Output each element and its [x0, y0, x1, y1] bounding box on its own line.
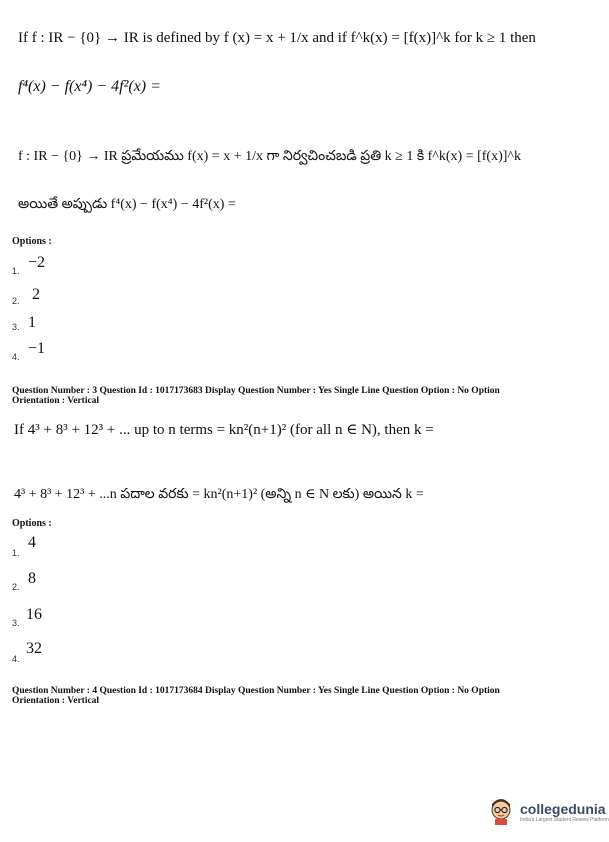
student-avatar-icon — [488, 798, 514, 826]
q2-option-2-value[interactable]: 2 — [32, 286, 40, 303]
q3-meta-orientation: Orientation : Vertical — [12, 396, 100, 406]
q2-option-4-value[interactable]: −1 — [28, 340, 46, 357]
q3-english-text: If 4³ + 8³ + 12³ + ... up to n terms = kn²(n+1)² (for all n ∈ N), then k = — [14, 422, 434, 438]
q3-option-3-value[interactable]: 16 — [26, 606, 42, 623]
q4-meta-line: Question Number : 4 Question Id : 1017173684 Display Question Number : Yes Single Line Question Option : No Option — [12, 686, 500, 696]
q3-option-3-number: 3. — [12, 618, 20, 628]
q3-option-4-number: 4. — [12, 654, 20, 664]
q3-options-label: Options : — [12, 518, 52, 529]
q3-meta-line: Question Number : 3 Question Id : 1017173683 Display Question Number : Yes Single Line Question Option : No Option — [12, 386, 500, 396]
q4-meta-orientation: Orientation : Vertical — [12, 696, 100, 706]
q2-option-4-number: 4. — [12, 352, 20, 362]
q2-option-1-number: 1. — [12, 266, 20, 276]
q2-options-label: Options : — [12, 236, 52, 247]
q3-option-2-number: 2. — [12, 582, 20, 592]
q2-option-3-value[interactable]: 1 — [28, 314, 36, 331]
q2-option-1-value[interactable]: −2 — [28, 254, 46, 271]
q2-telugu-expression: అయితే అప్పుడు f⁴(x) − f(x⁴) − 4f²(x) = — [18, 197, 236, 212]
q3-option-1-value[interactable]: 4 — [28, 534, 36, 551]
q3-telugu-text: 4³ + 8³ + 12³ + ...n పదాల వరకు = kn²(n+1)² (అన్ని n ∈ N లకు) అయిన k = — [14, 487, 424, 502]
q2-english-expression: f⁴(x) − f(x⁴) − 4f²(x) = — [18, 78, 161, 95]
q3-option-2-value[interactable]: 8 — [28, 570, 36, 587]
q2-telugu-text: f : IR − {0} → IR ప్రమేయము f(x) = x + 1/x గా నిర్వచించబడి ప్రతి k ≥ 1 కి f^k(x) = [f(x)]^k — [18, 149, 521, 164]
brand-name: collegedunia — [520, 801, 606, 817]
q2-english-text: If f : IR − {0} → IR is defined by f (x) = x + 1/x and if f^k(x) = [f(x)]^k for k ≥ 1 then — [18, 30, 536, 46]
q3-option-4-value[interactable]: 32 — [26, 640, 42, 657]
q2-option-3-number: 3. — [12, 322, 20, 332]
collegedunia-logo[interactable] — [488, 798, 609, 826]
q3-option-1-number: 1. — [12, 548, 20, 558]
q2-option-2-number: 2. — [12, 296, 20, 306]
brand-tagline: India's Largest Student Review Platform — [520, 817, 609, 823]
